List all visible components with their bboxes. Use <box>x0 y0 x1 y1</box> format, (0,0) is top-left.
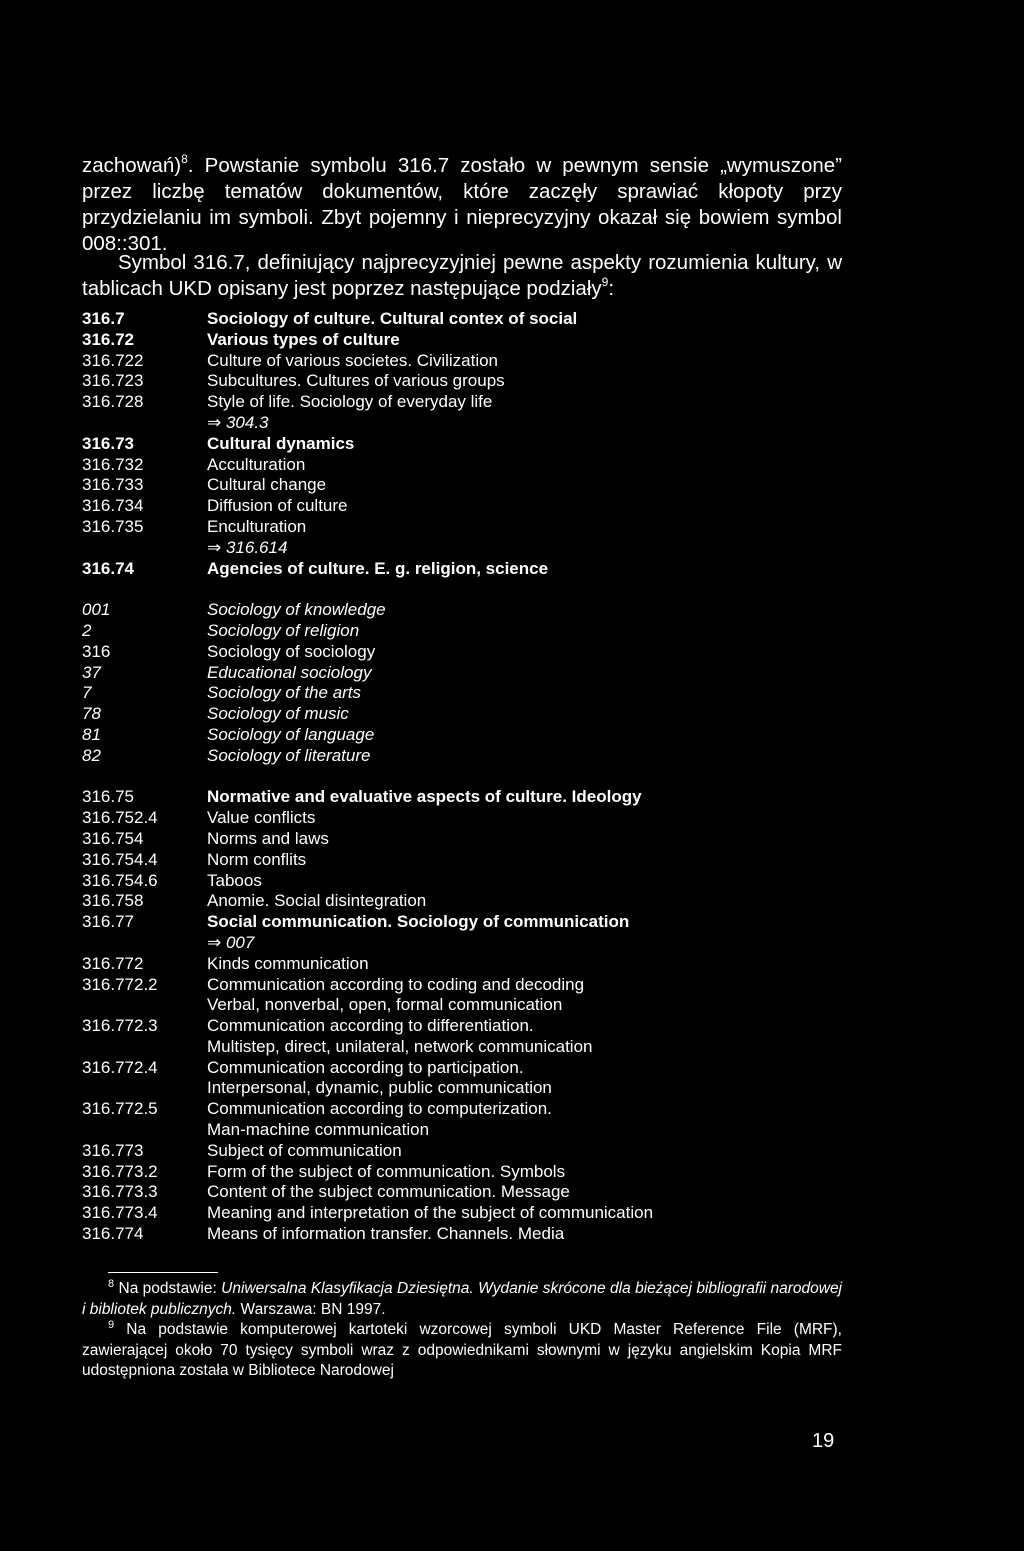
entry-code: 316.772.4 <box>82 1057 158 1077</box>
footnote-separator <box>108 1272 218 1273</box>
entry-code: 316.772.3 <box>82 1016 158 1036</box>
entry-description: Taboos <box>207 870 262 890</box>
entry-code: 316.75 <box>82 787 134 807</box>
table-row <box>82 871 842 892</box>
entry-description: Communication according to coding and decoding <box>207 974 585 994</box>
table-row <box>82 371 842 392</box>
table-row <box>82 850 842 871</box>
entry-description: Subcultures. Cultures of various groups <box>207 371 505 391</box>
entry-description: Subject of communication <box>207 1140 402 1160</box>
table-row <box>82 746 842 767</box>
paragraph-symbol-text-b: : <box>608 277 615 300</box>
table-row <box>82 1224 842 1245</box>
table-row <box>82 559 842 580</box>
paragraph-intro-text-a: zachowań) <box>82 154 182 177</box>
entry-code: 37 <box>82 662 101 682</box>
entry-code: 316.722 <box>82 350 144 370</box>
table-row <box>82 1203 842 1224</box>
paragraph-intro-text-b: . Powstanie symbolu 316.7 zostało w pewnym sensie „wymuszone” przez liczbę tematów dokumentów, które zaczęły sprawiać kłopoty przy przydzielaniu im symboli. Zbyt pojemny i nieprecyzyjny okazał się bowiem symbol 008::301. <box>82 154 842 255</box>
footnote-9 <box>82 1320 842 1382</box>
footnote-8-text-a: Na podstawie: <box>118 1280 222 1297</box>
entry-code: 78 <box>82 704 101 724</box>
entry-code: 316.758 <box>82 891 144 911</box>
table-row <box>82 455 842 476</box>
entry-code <box>82 1037 207 1058</box>
table-row <box>82 829 842 850</box>
footnote-8 <box>82 1279 842 1320</box>
entry-code <box>82 1120 207 1141</box>
entry-code: 316.754.4 <box>82 849 158 869</box>
entry-code: 316.772 <box>82 953 144 973</box>
entry-code <box>82 995 207 1016</box>
entry-code: 316.773.4 <box>82 1203 158 1223</box>
entry-code: 316.772.2 <box>82 974 158 994</box>
entry-code: 316.735 <box>82 516 144 536</box>
entry-description: ⇒ 316.614 <box>207 537 288 557</box>
table-row <box>82 621 842 642</box>
entry-code: 316.773.3 <box>82 1182 158 1202</box>
entry-description: Enculturation <box>207 516 307 536</box>
entry-code: 316.74 <box>82 558 134 578</box>
table-row <box>82 933 842 954</box>
section-gap <box>82 767 842 788</box>
section-gap <box>82 579 842 600</box>
table-row <box>82 1016 842 1037</box>
entry-description: Means of information transfer. Channels. Media <box>207 1224 565 1244</box>
table-row <box>82 496 842 517</box>
entry-description: Meaning and interpretation of the subject of communication <box>207 1203 654 1223</box>
entry-description: Educational sociology <box>207 662 372 682</box>
entry-description: Various types of culture <box>207 329 400 349</box>
entry-code: 316.7 <box>82 309 125 328</box>
entry-description: ⇒ 007 <box>207 932 255 952</box>
table-row <box>82 434 842 455</box>
entry-code: 316.77 <box>82 912 134 932</box>
footnote-ref-8: 8 <box>181 152 188 166</box>
entry-description: Norm conflits <box>207 849 307 869</box>
entry-description: Agencies of culture. E. g. religion, science <box>207 558 549 578</box>
paragraph-symbol <box>82 250 842 302</box>
entry-description: Sociology of culture. Cultural contex of social <box>207 309 578 328</box>
classification-table <box>82 309 842 1245</box>
table-row <box>82 912 842 933</box>
table-row <box>82 538 842 559</box>
entry-code: 316.733 <box>82 475 144 495</box>
entry-code: 316 <box>82 641 111 661</box>
table-row <box>82 1058 842 1079</box>
entry-code: 316.772.5 <box>82 1099 158 1119</box>
entry-code: 2 <box>82 620 92 640</box>
entry-description: Style of life. Sociology of everyday life <box>207 392 493 412</box>
entry-code: 001 <box>82 600 111 620</box>
entry-description: Cultural change <box>207 475 327 495</box>
table-row <box>82 1182 842 1203</box>
entry-code: 316.73 <box>82 433 134 453</box>
entry-code: 316.773 <box>82 1140 144 1160</box>
table-row <box>82 704 842 725</box>
footnote-8-number: 8 <box>108 1278 115 1290</box>
entry-description: Norms and laws <box>207 828 329 848</box>
entry-code: 7 <box>82 683 92 703</box>
table-row <box>82 975 842 996</box>
entry-description: Sociology of literature <box>207 745 371 765</box>
entry-description: Culture of various societes. Civilization <box>207 350 499 370</box>
footnote-8-text-b: Warszawa: BN 1997. <box>236 1300 386 1318</box>
entry-description: Verbal, nonverbal, open, formal communication <box>207 995 563 1015</box>
table-row <box>82 1037 842 1058</box>
entry-code: 316.734 <box>82 496 144 516</box>
entry-description: Communication according to computerization. <box>207 1099 552 1119</box>
entry-code: 316.723 <box>82 371 144 391</box>
footnote-8-title: Uniwersalna Klasyfikacja Dziesiętna. Wydanie skrócone dla bieżącej bibliografii narodowej i bibliotek publicznych. <box>82 1280 843 1318</box>
table-row <box>82 600 842 621</box>
table-row <box>82 1162 842 1183</box>
table-row <box>82 808 842 829</box>
entry-code: 316.754.6 <box>82 870 158 890</box>
entry-description: ⇒ 304.3 <box>207 412 269 432</box>
entry-description: Communication according to participation. <box>207 1057 524 1077</box>
table-row <box>82 995 842 1016</box>
entry-code: 316.773.2 <box>82 1161 158 1181</box>
footnote-9-text: Na podstawie komputerowej kartoteki wzorcowej symboli UKD Master Reference File (MRF), zawierającej około 70 tysięcy symboli wraz z odpowiednikami słownymi w języku angielskim Kopia MRF udostępniona została w Bibliotece Narodowej <box>82 1321 842 1379</box>
entry-description: Man-machine communication <box>207 1120 430 1140</box>
entry-code: 316.732 <box>82 454 144 474</box>
entry-description: Sociology of the arts <box>207 683 362 703</box>
entry-description: Content of the subject communication. Message <box>207 1182 570 1202</box>
entry-description: Multistep, direct, unilateral, network communication <box>207 1036 593 1056</box>
paragraph-symbol-text-a: Symbol 316.7, definiujący najprecyzyjniej pewne aspekty rozumienia kultury, w tablicach UKD opisany jest poprzez następujące podziały <box>82 251 842 300</box>
entry-code <box>82 1078 207 1099</box>
table-row <box>82 642 842 663</box>
entry-description: Sociology of music <box>207 704 349 724</box>
entry-description: Interpersonal, dynamic, public communication <box>207 1078 552 1098</box>
table-row <box>82 309 842 330</box>
entry-code <box>82 933 207 954</box>
table-row <box>82 787 842 808</box>
entry-description: Communication according to differentiation. <box>207 1016 534 1036</box>
entry-description: Kinds communication <box>207 953 369 973</box>
table-row <box>82 517 842 538</box>
entry-description: Social communication. Sociology of communication <box>207 912 630 932</box>
table-row <box>82 330 842 351</box>
entry-code: 82 <box>82 745 101 765</box>
entry-description: Sociology of language <box>207 724 375 744</box>
table-row <box>82 1120 842 1141</box>
entry-code: 316.752.4 <box>82 808 158 828</box>
footnote-9-number: 9 <box>108 1319 115 1331</box>
table-row <box>82 1099 842 1120</box>
entry-code: 316.754 <box>82 828 144 848</box>
entry-description: Cultural dynamics <box>207 433 355 453</box>
page-number: 19 <box>812 1430 835 1452</box>
entry-code: 316.728 <box>82 392 144 412</box>
entry-description: Value conflicts <box>207 808 316 828</box>
table-row <box>82 413 842 434</box>
table-row <box>82 725 842 746</box>
entry-description: Sociology of religion <box>207 620 360 640</box>
table-row <box>82 683 842 704</box>
table-row <box>82 1078 842 1099</box>
entry-code: 81 <box>82 724 101 744</box>
entry-code <box>82 413 207 434</box>
table-row <box>82 475 842 496</box>
table-row <box>82 954 842 975</box>
entry-description: Form of the subject of communication. Symbols <box>207 1161 566 1181</box>
paragraph-intro <box>82 153 842 257</box>
entry-description: Acculturation <box>207 454 306 474</box>
table-row <box>82 663 842 684</box>
footnote-ref-9: 9 <box>601 275 609 289</box>
table-row <box>82 1141 842 1162</box>
entry-code: 316.774 <box>82 1224 144 1244</box>
entry-description: Diffusion of culture <box>207 496 348 516</box>
entry-description: Normative and evaluative aspects of culture. Ideology <box>207 787 642 807</box>
table-row <box>82 891 842 912</box>
entry-code <box>82 538 207 559</box>
entry-description: Anomie. Social disintegration <box>207 891 427 911</box>
entry-description: Sociology of knowledge <box>207 600 386 620</box>
entry-description: Sociology of sociology <box>207 641 376 661</box>
table-row <box>82 392 842 413</box>
entry-code: 316.72 <box>82 329 134 349</box>
table-row <box>82 351 842 372</box>
